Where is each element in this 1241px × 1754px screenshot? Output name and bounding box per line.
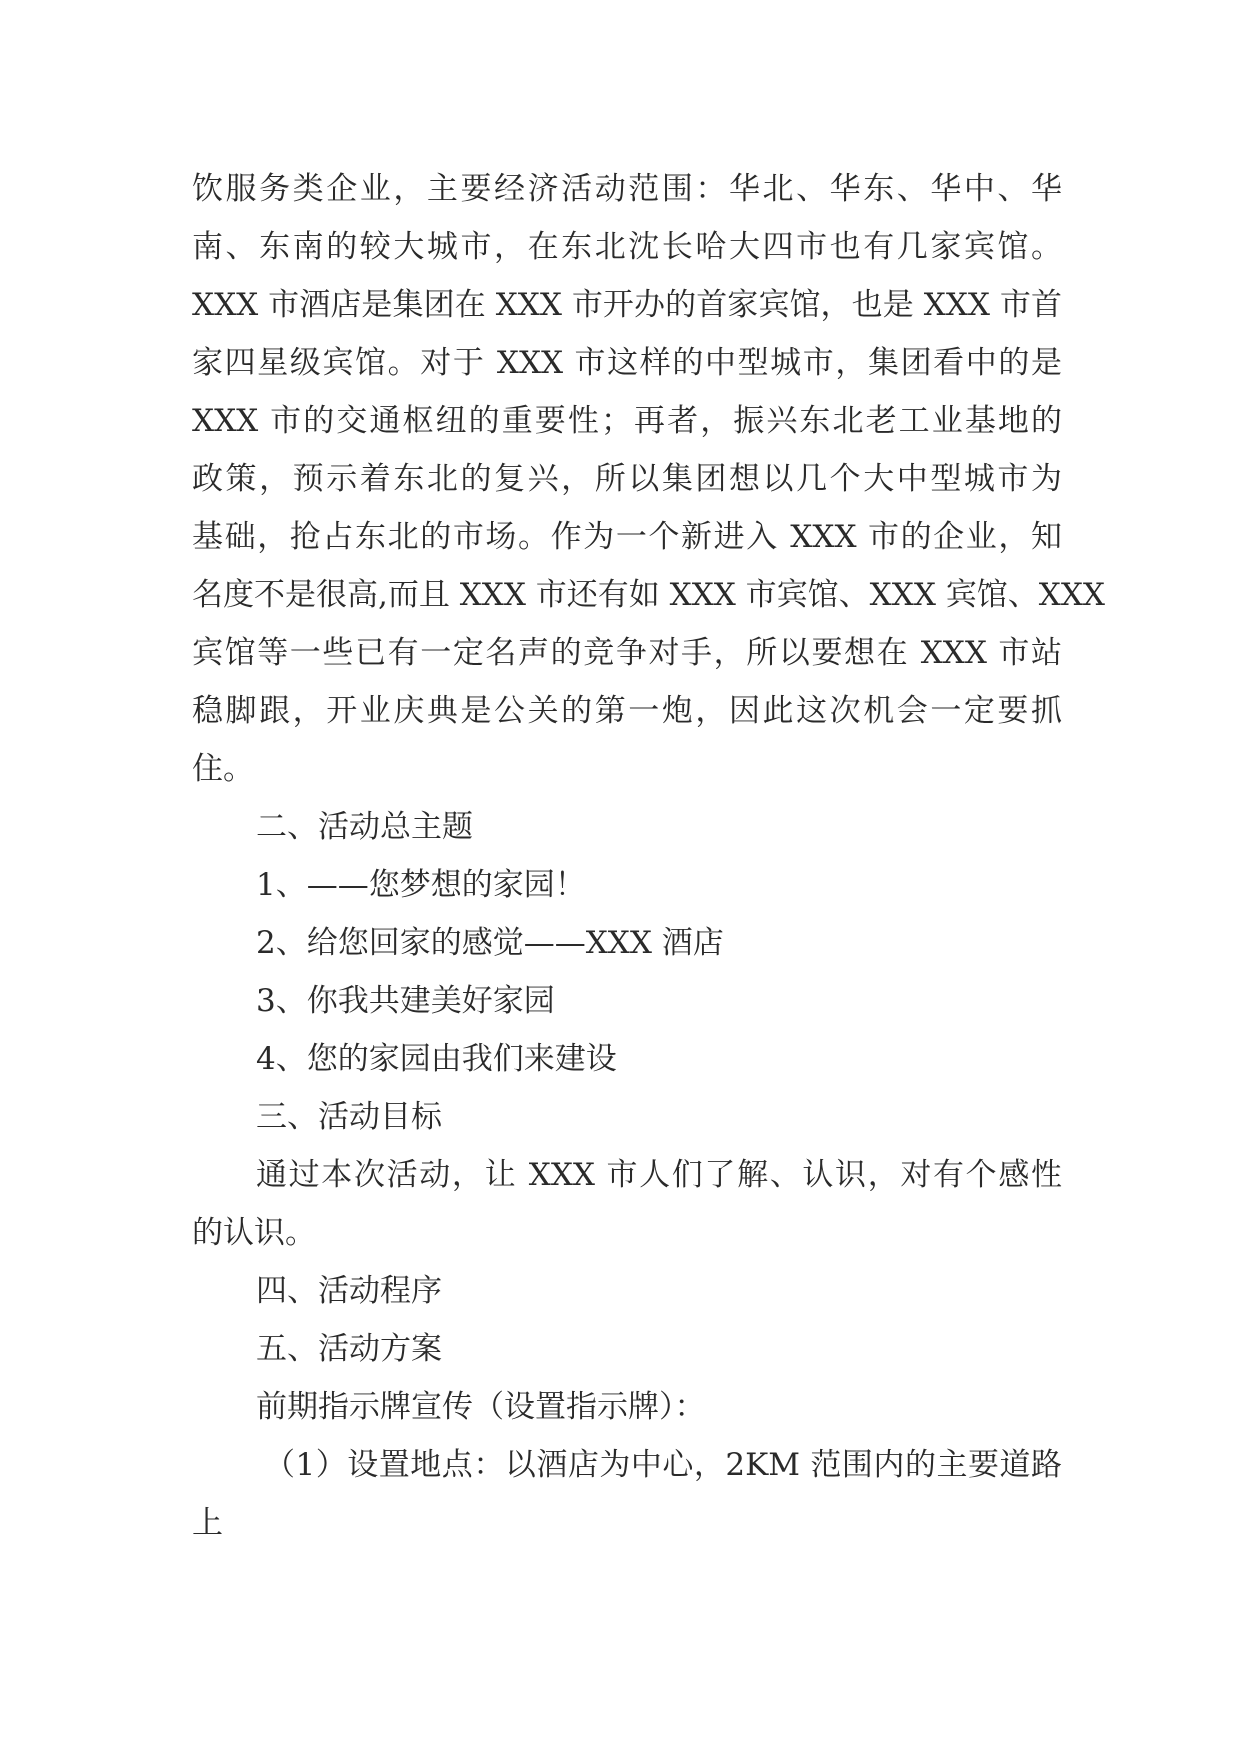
- section-heading-goal: 三、活动目标: [256, 1099, 442, 1135]
- section-heading-theme: 二、活动总主题: [256, 809, 473, 845]
- section-heading-procedure: 四、活动程序: [256, 1273, 442, 1309]
- section-heading-plan: 五、活动方案: [256, 1331, 442, 1367]
- goal-line-1: 通过本次活动，让 XXX 市人们了解、认识，对有个感性: [256, 1157, 1062, 1193]
- intro-line-6: 政策，预示着东北的复兴，所以集团想以几个大中型城市为: [192, 461, 1062, 497]
- theme-item-3: 3、你我共建美好家园: [256, 983, 555, 1019]
- signage-heading: 前期指示牌宣传（设置指示牌）：: [256, 1389, 706, 1425]
- theme-item-1: 1、——您梦想的家园！: [256, 867, 586, 903]
- intro-line-1: 饮服务类企业，主要经济活动范围：华北、华东、华中、华: [192, 171, 1062, 207]
- intro-line-5: XXX 市的交通枢纽的重要性；再者，振兴东北老工业基地的: [192, 403, 1062, 439]
- intro-line-7: 基础，抢占东北的市场。作为一个新进入 XXX 市的企业，知: [192, 519, 1062, 555]
- intro-line-9: 宾馆等一些已有一定名声的竞争对手，所以要想在 XXX 市站: [192, 635, 1062, 671]
- intro-line-3: XXX 市酒店是集团在 XXX 市开办的首家宾馆，也是 XXX 市首: [192, 287, 1062, 323]
- signage-item-line-2: 上: [192, 1505, 223, 1541]
- theme-item-2: 2、给您回家的感觉——XXX 酒店: [256, 925, 724, 961]
- intro-line-11: 住。: [192, 751, 254, 787]
- intro-line-8: 名度不是很高,而且 XXX 市还有如 XXX 市宾馆、XXX 宾馆、XXX: [192, 577, 1105, 613]
- intro-line-4: 家四星级宾馆。对于 XXX 市这样的中型城市，集团看中的是: [192, 345, 1062, 381]
- theme-item-4: 4、您的家园由我们来建设: [256, 1041, 617, 1077]
- intro-line-2: 南、东南的较大城市，在东北沈长哈大四市也有几家宾馆。: [192, 229, 1062, 265]
- goal-line-2: 的认识。: [192, 1215, 316, 1251]
- document-body: [192, 160, 1105, 1552]
- signage-item-line-1: （1）设置地点：以酒店为中心，2KM 范围内的主要道路: [264, 1447, 1062, 1483]
- intro-line-10: 稳脚跟，开业庆典是公关的第一炮，因此这次机会一定要抓: [192, 693, 1062, 729]
